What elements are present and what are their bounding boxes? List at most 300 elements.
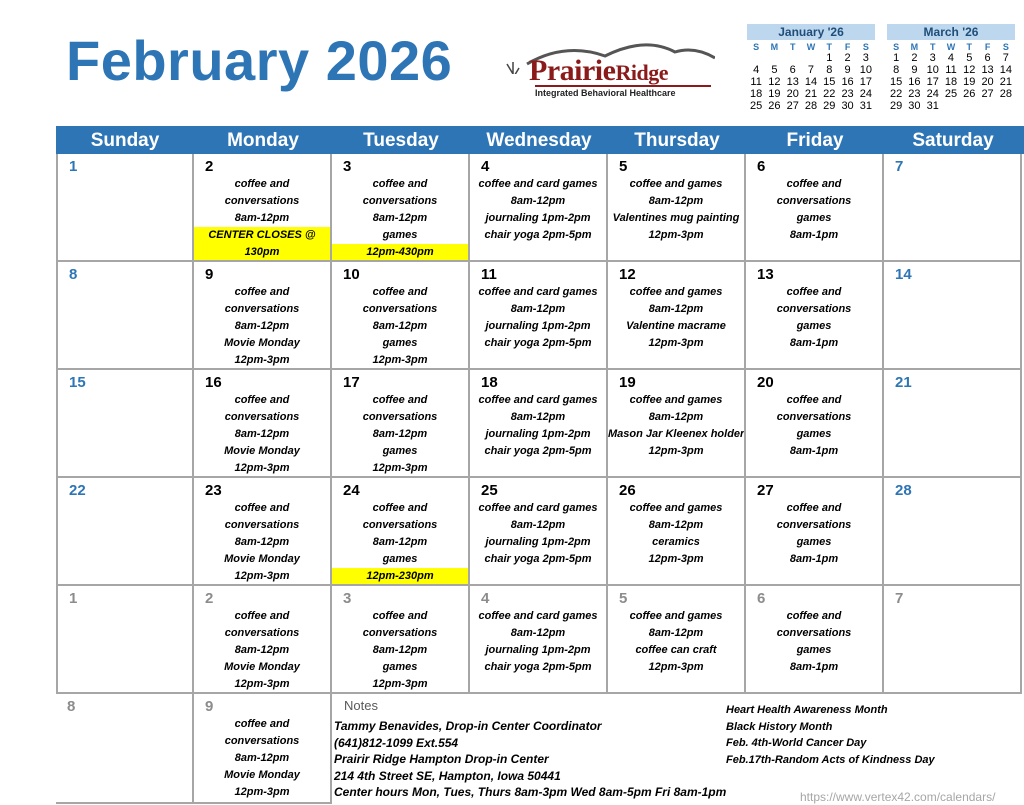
day-cell: [194, 478, 332, 586]
highlighted-event: CENTER CLOSES @: [194, 227, 330, 244]
event-line: coffee and: [234, 394, 290, 406]
event-line: conversations: [776, 195, 852, 207]
day-number: 26: [619, 482, 636, 499]
event-line: Valentine macrame: [626, 320, 726, 332]
mini-day: 11: [945, 64, 957, 76]
day-cell: [470, 262, 608, 370]
day-cell: [608, 586, 746, 694]
event-line: games: [796, 320, 832, 332]
day-events: [194, 608, 330, 693]
event-line: conversations: [224, 627, 300, 639]
observance-line: Heart Health Awareness Month: [726, 704, 888, 716]
logo-tagline: Integrated Behavioral Healthcare: [535, 85, 711, 98]
event-line: games: [796, 644, 832, 656]
day-events: [608, 608, 744, 676]
event-line: 12pm-3pm: [234, 462, 290, 474]
mini-day: 23: [841, 88, 854, 100]
event-line: conversations: [362, 519, 438, 531]
mini-weekday-label: F: [984, 42, 991, 52]
mini-weekday-label: S: [1002, 42, 1009, 52]
mini-day: [747, 52, 765, 64]
calendar-weeks: [56, 154, 1024, 694]
mini-day: [887, 112, 905, 124]
day-number: 10: [343, 266, 360, 283]
day-events: [746, 608, 882, 676]
weekday-header-friday: Friday: [786, 130, 844, 151]
event-line: coffee and: [372, 178, 428, 190]
day-events: [608, 176, 744, 244]
mini-day: 12: [963, 64, 976, 76]
event-line: conversations: [224, 195, 300, 207]
mini-day: 28: [804, 100, 818, 112]
day-cell: [332, 370, 470, 478]
weekday-header-monday: Monday: [227, 130, 299, 151]
mini-day: 29: [823, 100, 836, 112]
day-events: [470, 500, 606, 568]
event-line: games: [382, 229, 418, 241]
mini-calendar-title: March '26: [887, 24, 1015, 40]
day-number: 15: [69, 374, 86, 391]
day-events: [608, 284, 744, 352]
mini-calendar-grid: [887, 52, 1015, 124]
event-line: conversations: [776, 411, 852, 423]
day-cell: [746, 586, 884, 694]
event-line: 8am-12pm: [234, 428, 290, 440]
event-line: games: [382, 661, 418, 673]
day-number: 24: [343, 482, 360, 499]
event-line: 8am-12pm: [510, 195, 566, 207]
event-line: 8am-12pm: [510, 303, 566, 315]
day-number: 8: [67, 698, 76, 715]
event-line: coffee and: [234, 178, 290, 190]
day-events: [608, 392, 744, 460]
day-cell: [608, 154, 746, 262]
day-number: 16: [205, 374, 222, 391]
event-line: journaling 1pm-2pm: [485, 428, 591, 440]
observance-line: Black History Month: [726, 720, 833, 733]
event-line: 12pm-3pm: [648, 661, 704, 673]
mini-weekday-label: T: [789, 42, 796, 52]
day-events: [194, 500, 330, 585]
day-number: 27: [757, 482, 774, 499]
day-number: 4: [481, 158, 490, 175]
day-number: 7: [895, 158, 904, 175]
mini-day: [765, 112, 783, 124]
day-number: 25: [481, 482, 498, 499]
observance-line: Feb.17th-Random Acts of Kindness Day: [726, 753, 935, 766]
day-events: [608, 500, 744, 568]
mini-day: 10: [926, 64, 939, 76]
mini-day: 4: [947, 52, 955, 64]
event-line: 8am-12pm: [648, 627, 704, 639]
mini-weekday-label: M: [770, 42, 779, 52]
mini-day: 8: [826, 64, 833, 76]
event-line: 8am-12pm: [648, 519, 704, 531]
mini-day: 14: [804, 76, 818, 88]
event-line: 12pm-3pm: [648, 337, 704, 349]
event-line: Valentines mug painting: [612, 212, 740, 224]
note-line: 214 4th Street SE, Hampton, Iowa 50441: [334, 768, 561, 783]
event-line: 8am-12pm: [234, 320, 290, 332]
mini-day: 12: [768, 76, 781, 88]
mini-day: 15: [890, 76, 903, 88]
day-events: [194, 284, 330, 369]
event-line: chair yoga 2pm-5pm: [484, 445, 592, 457]
mini-weekday-label: T: [966, 42, 973, 52]
event-line: coffee and: [372, 502, 428, 514]
day-cell: [470, 586, 608, 694]
mini-day: 4: [753, 64, 760, 76]
mini-day: 20: [981, 76, 994, 88]
mini-day: 6: [789, 64, 796, 76]
mini-day: 7: [1002, 52, 1009, 64]
event-line: coffee and card games: [478, 394, 598, 406]
mini-day: 30: [841, 100, 854, 112]
mini-day: 24: [859, 88, 872, 100]
event-line: Movie Monday: [224, 661, 300, 673]
day-events: [332, 284, 468, 369]
note-line: (641)812-1099 Ext.554: [334, 735, 459, 750]
mini-day: 3: [862, 52, 869, 64]
event-line: conversations: [224, 735, 300, 747]
event-line: chair yoga 2pm-5pm: [484, 337, 592, 349]
mini-day: 31: [926, 100, 939, 112]
highlighted-event: 12pm-230pm: [332, 568, 468, 585]
event-line: conversations: [776, 303, 852, 315]
event-line: 12pm-3pm: [648, 445, 704, 457]
day-number: 4: [481, 590, 490, 607]
day-cell: [332, 586, 470, 694]
event-line: 8am-12pm: [510, 411, 566, 423]
event-line: coffee and: [786, 502, 842, 514]
event-line: 8am-12pm: [648, 303, 704, 315]
mini-day: [942, 100, 960, 112]
event-line: coffee and: [786, 610, 842, 622]
day-cell: [56, 262, 194, 370]
event-line: coffee and: [234, 610, 290, 622]
mini-day: 1: [826, 52, 833, 64]
note-line: Center hours Mon, Tues, Thurs 8am-3pm Wed 8am-5pm Fri 8am-1pm: [334, 785, 727, 800]
event-line: coffee and games: [629, 394, 723, 406]
day-number: 17: [343, 374, 360, 391]
event-line: conversations: [224, 411, 300, 423]
mini-day: 2: [911, 52, 918, 64]
mini-day: 25: [750, 100, 763, 112]
day-cell: [470, 154, 608, 262]
day-events: [332, 608, 468, 693]
event-line: coffee and card games: [478, 502, 598, 514]
notes-lines: [334, 718, 726, 801]
day-cell: [194, 694, 332, 804]
event-line: 12pm-3pm: [234, 570, 290, 582]
event-line: coffee and: [234, 286, 290, 298]
week-row: [56, 154, 1024, 262]
day-cell: [332, 154, 470, 262]
event-line: Movie Monday: [224, 337, 300, 349]
mini-day: 14: [999, 64, 1012, 76]
day-events: [470, 284, 606, 352]
mini-day: 6: [984, 52, 991, 64]
event-line: 8am-12pm: [648, 195, 704, 207]
mini-day: 17: [926, 76, 939, 88]
mini-day: 18: [750, 88, 763, 100]
week-row: [56, 370, 1024, 478]
mini-weekday-label: M: [910, 42, 919, 52]
mini-day: [960, 100, 978, 112]
event-line: 8am-12pm: [372, 212, 428, 224]
mini-day: [747, 112, 765, 124]
mini-day: 24: [926, 88, 939, 100]
event-line: games: [382, 337, 418, 349]
event-line: 12pm-3pm: [372, 678, 428, 690]
event-line: Movie Monday: [224, 445, 300, 457]
day-cell: [56, 154, 194, 262]
day-cell: [884, 370, 1022, 478]
note-line: Prairir Ridge Hampton Drop-in Center: [334, 752, 549, 767]
mini-day: 13: [981, 64, 994, 76]
mini-day: [765, 52, 783, 64]
day-number: 2: [205, 158, 214, 175]
mini-day: 9: [844, 64, 851, 76]
note-line: Tammy Benavides, Drop-in Center Coordinator: [334, 719, 602, 733]
mini-calendar-title: January '26: [747, 24, 875, 40]
day-events: [194, 716, 330, 801]
event-line: journaling 1pm-2pm: [485, 212, 591, 224]
event-line: 12pm-3pm: [372, 354, 428, 366]
month-calendar: [56, 126, 1024, 804]
event-line: chair yoga 2pm-5pm: [484, 661, 592, 673]
mini-day: 23: [908, 88, 921, 100]
mini-day: 21: [999, 76, 1012, 88]
event-line: 8am-12pm: [234, 752, 290, 764]
event-line: 8am-12pm: [234, 644, 290, 656]
notes-observances: [726, 702, 935, 768]
mini-day: 19: [768, 88, 781, 100]
day-number: 21: [895, 374, 912, 391]
mini-day: 2: [844, 52, 851, 64]
mini-calendar-january: [747, 24, 875, 124]
event-line: coffee and games: [629, 502, 723, 514]
mini-weekday-label: W: [806, 42, 816, 52]
mini-day: 31: [859, 100, 872, 112]
mini-day: 13: [786, 76, 799, 88]
mini-calendar-weekdays: [887, 42, 1015, 52]
event-line: games: [796, 536, 832, 548]
event-line: 12pm-3pm: [648, 553, 704, 565]
prairie-ridge-logo: [505, 34, 715, 102]
event-line: conversations: [776, 519, 852, 531]
event-line: 8am-12pm: [648, 411, 704, 423]
event-line: coffee and: [234, 502, 290, 514]
mini-day: [784, 52, 802, 64]
event-line: coffee and: [786, 178, 842, 190]
event-line: chair yoga 2pm-5pm: [484, 553, 592, 565]
event-line: coffee and: [786, 286, 842, 298]
event-line: journaling 1pm-2pm: [485, 644, 591, 656]
day-number: 1: [69, 158, 78, 175]
event-line: 8am-1pm: [789, 661, 839, 673]
mini-day: 15: [823, 76, 836, 88]
weekday-header-wednesday: Wednesday: [486, 130, 592, 151]
day-cell: [470, 370, 608, 478]
mini-day: 18: [944, 76, 958, 88]
event-line: 8am-12pm: [372, 428, 428, 440]
day-number: 12: [619, 266, 636, 283]
event-line: journaling 1pm-2pm: [485, 320, 591, 332]
day-cell: [884, 154, 1022, 262]
event-line: coffee and games: [629, 610, 723, 622]
day-number: 28: [895, 482, 912, 499]
event-line: 8am-12pm: [234, 212, 290, 224]
mini-weekday-label: S: [893, 42, 900, 52]
day-number: 7: [895, 590, 904, 607]
day-cell: [332, 262, 470, 370]
day-number: 11: [481, 266, 497, 283]
event-line: games: [382, 553, 418, 565]
mini-day: 22: [823, 88, 836, 100]
event-line: 8am-12pm: [372, 644, 428, 656]
event-line: Movie Monday: [224, 553, 300, 565]
event-line: 8am-1pm: [789, 553, 839, 565]
event-line: games: [796, 428, 832, 440]
day-number: 2: [205, 590, 214, 607]
mini-day: 26: [963, 88, 976, 100]
day-number: 3: [343, 158, 352, 175]
event-line: coffee and games: [629, 286, 723, 298]
mini-day: [997, 100, 1015, 112]
event-line: conversations: [224, 303, 300, 315]
event-line: 8am-12pm: [372, 536, 428, 548]
day-cell: [884, 478, 1022, 586]
day-number: 23: [205, 482, 222, 499]
logo-name-small: Ridge: [615, 60, 668, 85]
day-cell: [608, 370, 746, 478]
day-events: [470, 608, 606, 676]
mini-day: 27: [981, 88, 994, 100]
week-row: [56, 478, 1024, 586]
event-line: 12pm-3pm: [648, 229, 704, 241]
day-number: 14: [895, 266, 912, 283]
event-line: 8am-1pm: [789, 445, 839, 457]
mini-day: [784, 112, 802, 124]
event-line: 12pm-3pm: [372, 462, 428, 474]
day-number: 6: [757, 158, 766, 175]
event-line: chair yoga 2pm-5pm: [484, 229, 592, 241]
highlighted-event: 130pm: [194, 244, 330, 261]
week-row: [56, 262, 1024, 370]
event-line: conversations: [224, 519, 300, 531]
day-cell: [746, 154, 884, 262]
day-cell: [56, 370, 194, 478]
mini-calendar-grid: [747, 52, 875, 124]
event-line: coffee and card games: [478, 286, 598, 298]
day-cell: [332, 478, 470, 586]
mini-day: 25: [944, 88, 958, 100]
event-line: 8am-12pm: [510, 519, 566, 531]
mini-day: [802, 112, 820, 124]
day-number: 9: [205, 698, 214, 715]
day-events: [332, 176, 468, 261]
day-events: [746, 284, 882, 352]
event-line: conversations: [362, 303, 438, 315]
event-line: journaling 1pm-2pm: [485, 536, 591, 548]
mini-day: 8: [893, 64, 900, 76]
day-number: 19: [619, 374, 636, 391]
week-row: [56, 586, 1024, 694]
mini-day: 29: [890, 100, 903, 112]
day-cell: [470, 478, 608, 586]
weekday-header-tuesday: Tuesday: [363, 130, 439, 151]
event-line: 8am-1pm: [789, 337, 839, 349]
day-number: 22: [69, 482, 86, 499]
logo-name-big: Prairie: [529, 54, 616, 87]
event-line: conversations: [362, 627, 438, 639]
mini-day: 11: [750, 76, 762, 88]
mini-day: 7: [807, 64, 815, 76]
notes-row: [56, 694, 1024, 804]
event-line: 8am-12pm: [510, 627, 566, 639]
day-events: [470, 176, 606, 244]
event-line: conversations: [776, 627, 852, 639]
mini-weekday-label: T: [929, 42, 936, 52]
event-line: coffee and games: [629, 178, 723, 190]
mini-day: 3: [929, 52, 936, 64]
day-cell: [56, 478, 194, 586]
day-number: 13: [757, 266, 774, 283]
mini-day: 16: [908, 76, 921, 88]
weekday-header: [56, 126, 1024, 154]
day-cell: [194, 586, 332, 694]
mini-calendar-weekdays: [747, 42, 875, 52]
mini-day: 1: [893, 52, 900, 64]
day-events: [746, 176, 882, 244]
mini-day: [924, 112, 942, 124]
mini-day: 17: [859, 76, 872, 88]
event-line: games: [382, 445, 418, 457]
mini-weekday-label: S: [862, 42, 869, 52]
day-events: [194, 176, 330, 261]
footer-url[interactable]: https://www.vertex42.com/calendars/: [800, 790, 996, 804]
mini-day: [960, 112, 978, 124]
day-number: 8: [69, 266, 78, 283]
day-number: 9: [205, 266, 214, 283]
day-cell: [884, 586, 1022, 694]
event-line: Movie Monday: [224, 769, 300, 781]
mini-day: 5: [771, 64, 778, 76]
mini-calendar-march: [887, 24, 1015, 124]
mini-day: [905, 112, 923, 124]
event-line: coffee and: [372, 394, 428, 406]
event-line: coffee can craft: [635, 644, 717, 656]
notes-title: Notes: [344, 698, 378, 713]
mini-day: 28: [999, 88, 1012, 100]
day-cell: [194, 262, 332, 370]
mini-day: 26: [768, 100, 781, 112]
mini-day: 19: [963, 76, 976, 88]
day-cell: [608, 478, 746, 586]
mini-day: 5: [966, 52, 973, 64]
day-events: [332, 500, 468, 585]
day-cell: [884, 262, 1022, 370]
day-cell: [194, 370, 332, 478]
mini-day: 9: [911, 64, 918, 76]
day-cell: [608, 262, 746, 370]
event-line: 12pm-3pm: [234, 786, 290, 798]
day-events: [746, 500, 882, 568]
event-line: coffee and: [372, 286, 428, 298]
day-cell: [194, 154, 332, 262]
day-number: 20: [757, 374, 774, 391]
